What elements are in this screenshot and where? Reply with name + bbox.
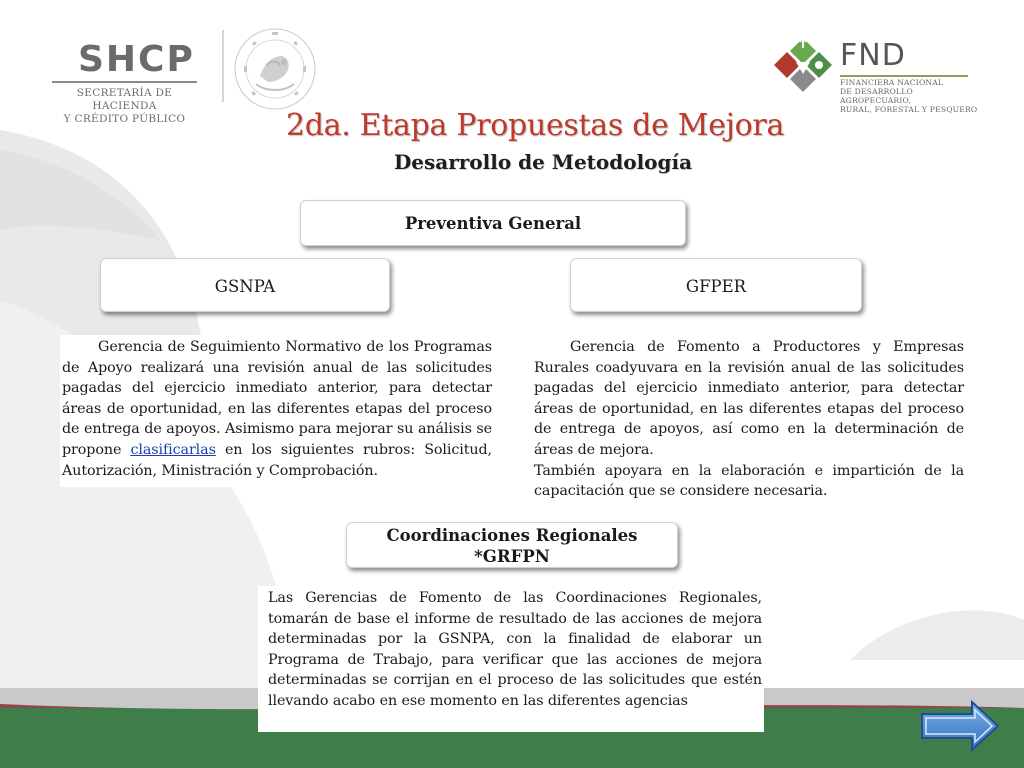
header-divider bbox=[222, 30, 224, 102]
slide-title: 2da. Etapa Propuestas de Mejora bbox=[285, 108, 785, 143]
coordinaciones-description bbox=[258, 586, 764, 732]
right-arrow-icon[interactable] bbox=[920, 700, 1000, 752]
gsnpa-description bbox=[60, 335, 492, 487]
shcp-subtitle-line1: SECRETARÍA DE HACIENDA bbox=[76, 87, 173, 112]
shcp-title: SHCP bbox=[78, 39, 195, 80]
slide-subtitle: Desarrollo de Metodología bbox=[393, 150, 693, 174]
fnd-subtitle-line3: RURAL, FORESTAL Y PESQUERO bbox=[840, 105, 978, 114]
fnd-logo bbox=[770, 32, 980, 114]
gfper-text-2: También apoyara en la elaboración e impartición de la capacitación que se considere necesaria. bbox=[534, 462, 964, 500]
fnd-subtitle-line1: FINANCIERA NACIONAL bbox=[840, 78, 944, 87]
grfpn-label: *GRFPN bbox=[474, 547, 550, 566]
gfper-box: GFPER bbox=[570, 258, 862, 312]
fnd-title: FND bbox=[840, 38, 906, 73]
gsnpa-text-part1: Gerencia de Seguimiento Normativo de los Programas de Apoyo realizará una revisión anual de las solicitudes pagadas del ejercicio inmediato anterior, para detectar áreas de oportunidad, en las diferentes etapas del proceso de entrega de apoyos. Asimismo para mejorar su análisis se propone bbox=[62, 339, 492, 458]
gsnpa-box: GSNPA bbox=[100, 258, 390, 312]
gfper-description bbox=[532, 335, 964, 508]
gfper-text-1: Gerencia de Fomento a Productores y Empresas Rurales coadyuvara en la revisión anual de las solicitudes pagadas del ejercicio inmediato anterior, para detectar áreas de oportunidad, en las diferentes etapas del proceso de entrega de apoyos, así como en la determinación de áreas de mejora. bbox=[534, 339, 964, 458]
preventiva-general-box: Preventiva General bbox=[300, 200, 686, 246]
fnd-emblem-icon bbox=[770, 32, 836, 98]
fnd-rule bbox=[840, 75, 968, 77]
coordinaciones-regionales-box bbox=[346, 522, 678, 568]
shcp-rule bbox=[52, 81, 197, 83]
mexican-seal-icon bbox=[232, 26, 318, 112]
clasificarlas-link[interactable]: clasificarlas bbox=[130, 441, 216, 458]
fnd-subtitle-line2: DE DESARROLLO AGROPECUARIO, bbox=[840, 87, 913, 105]
shcp-subtitle-line2: Y CRÉDITO PÚBLICO bbox=[63, 113, 186, 125]
gsnpa-text-part2: en los siguientes rubros: Solicitud, Autorización, Ministración y Comprobación. bbox=[62, 441, 492, 479]
coord-text: Las Gerencias de Fomento de las Coordinaciones Regionales, tomarán de base el informe de resultado de las acciones de mejora determinadas por la GSNPA, con la finalidad de elaborar un Programa de Trabajo, para verificar que las acciones de mejora determinadas se corrijan en el proceso de las solicitudes que estén llevando acabo en ese momento en las diferentes agencias bbox=[268, 590, 762, 709]
coordinaciones-label: Coordinaciones Regionales bbox=[386, 526, 638, 545]
